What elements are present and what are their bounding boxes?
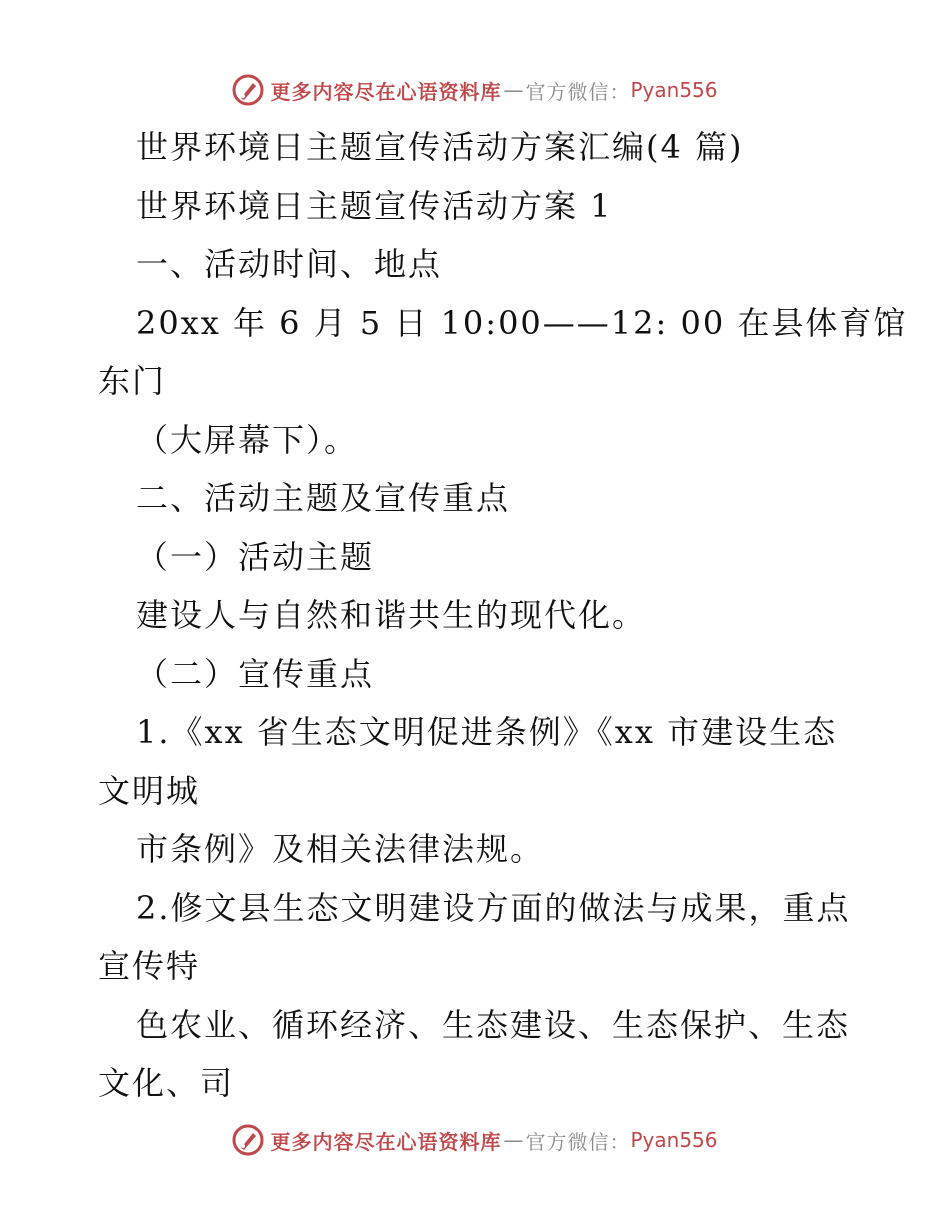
list-item-line: 1.《xx 省生态文明促进条例》《xx 市建设生态: [136, 713, 838, 751]
watermark-id: Pyan556: [630, 78, 718, 102]
watermark-site: 更多内容尽在心语资料库: [270, 1129, 502, 1154]
watermark-site: 更多内容尽在心语资料库: [270, 79, 502, 104]
watermark-separator: —: [503, 1128, 524, 1152]
section-title: 世界环境日主题宣传活动方案 1: [136, 186, 613, 225]
heading-theme: 二、活动主题及宣传重点: [136, 479, 511, 517]
watermark-label: 官方微信：: [525, 1129, 631, 1154]
list-item-line: 文化、司: [98, 1064, 235, 1102]
heading-time-place: 一、活动时间、地点: [136, 245, 443, 283]
list-item-line: 色农业、循环经济、生态建设、生态保护、生态: [136, 1005, 851, 1044]
list-item-line: 市条例》及相关法律法规。: [136, 830, 545, 868]
list-item-line: 文明城: [98, 771, 201, 810]
paragraph-line: 东门: [98, 362, 167, 400]
watermark-id: Pyan556: [630, 1128, 718, 1152]
header-watermark: [0, 70, 950, 110]
list-item-line: 宣传特: [98, 947, 201, 985]
subheading-theme: （一）活动主题: [136, 537, 375, 576]
watermark-label: 官方微信：: [525, 79, 631, 104]
document-body: [98, 118, 908, 1113]
paragraph-line: 建设人与自然和谐共生的现代化。: [136, 596, 647, 634]
footer-watermark: [0, 1120, 950, 1160]
paragraph-line: （大屏幕下）。: [136, 420, 359, 459]
pen-logo-icon: [232, 74, 264, 106]
doc-title: 世界环境日主题宣传活动方案汇编(4 篇): [136, 128, 744, 166]
subheading-focus: （二）宣传重点: [136, 654, 375, 693]
list-item-line: 2.修文县生态文明建设方面的做法与成果，重点: [136, 888, 851, 927]
pen-logo-icon: [232, 1124, 264, 1156]
paragraph-line: 20xx 年 6 月 5 日 10:00——12: 00 在县体育馆: [136, 303, 908, 342]
watermark-separator: —: [503, 78, 524, 102]
